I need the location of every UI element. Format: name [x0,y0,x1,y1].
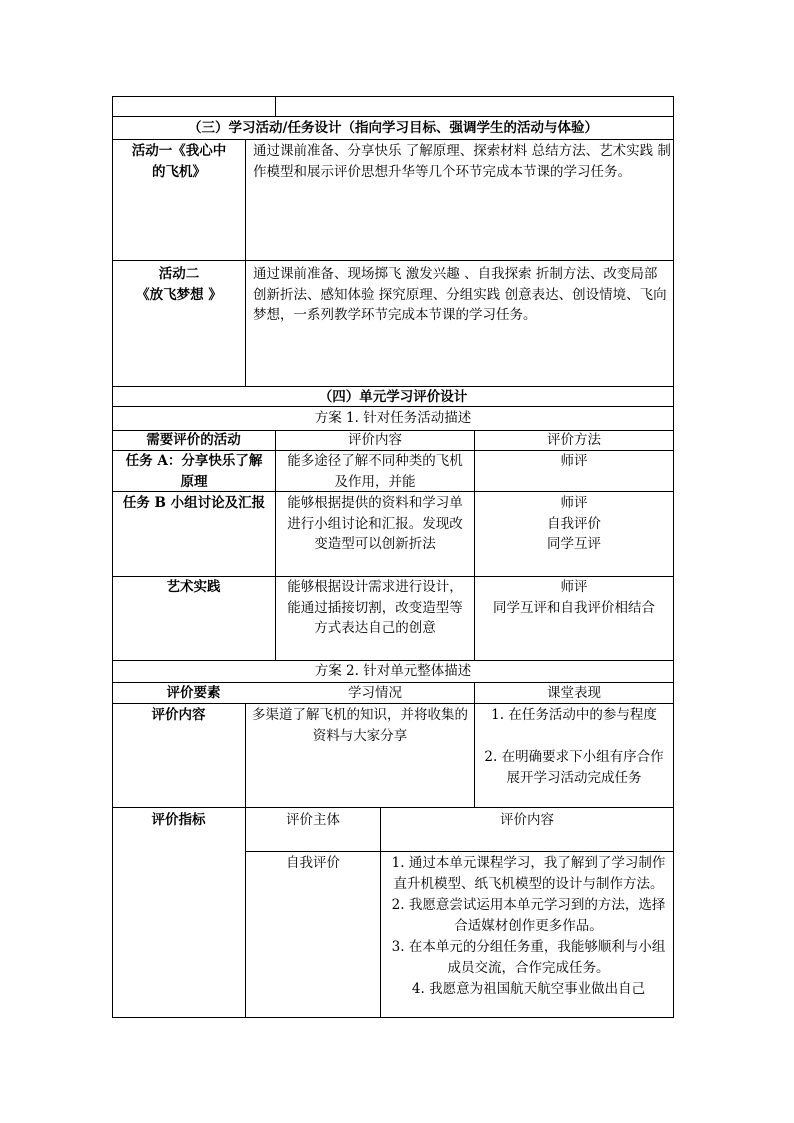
plan1-row-content: 能够根据提供的资料和学习单进行小组讨论和汇报。发现改变造型可以创新折法 [287,495,463,552]
plan2-criteria-list [385,853,672,1001]
rule [245,139,246,387]
plan1-row-method: 师评 自我评价 同学互评 [547,495,601,552]
plan2-subject-header: 评价主体 [286,812,340,828]
rule [380,807,381,1018]
plan1-row-method: 师评 [560,453,588,469]
section4-title: （四）单元学习评价设计 [318,389,468,405]
plan2-title: 方案 2. 针对单元整体描述 [314,663,472,679]
plan1-row-content: 能多途径了解不同种类的飞机及作用，并能 [287,453,463,490]
section3-title: （三）学习活动/任务设计（指向学习目标、强调学生的活动与体验） [188,120,598,136]
plan2-header-learning: 学习情况 [348,685,402,701]
plan1-title: 方案 1. 针对任务活动描述 [314,410,472,426]
plan1-row-activity: 艺术实践 [166,579,221,595]
rule [275,96,276,117]
plan1-row-activity: 任务 A：分享快乐了解原理 [125,453,263,490]
activity2-description: 通过课前准备、现场掷飞 激发兴趣 、自我探索 折制方法、改变局部 创新折法、感知体验 探究原理、分组实践 创意表达、创设情境、飞向梦想，一系列教学环节完成本节课的学习任务。 [253,266,667,323]
rule [112,260,674,261]
plan2-performance-1: 1. 在任务活动中的参与程度 [491,707,657,723]
plan2-performance-2: 2. 在明确要求下小组有序合作展开学习活动完成任务 [484,749,664,786]
rule [112,116,674,117]
activity2-label-line1: 活动二 [158,266,200,282]
activity2-label [114,264,244,305]
rule [275,430,276,661]
plan1-header-content: 评价内容 [348,432,402,448]
list-item: 1. 通过本单元课程学习，我了解到了学习制作直升机模型、纸飞机模型的设计与制作方法。 [391,855,666,892]
list-item: 4. 我愿意为祖国航天航空事业做出自己 [411,981,646,997]
rule [112,139,674,140]
plan1-row-method: 师评 同学互评和自我评价相结合 [493,579,655,616]
plan1-header-method: 评价方法 [547,432,601,448]
plan2-content-label: 评价内容 [151,707,206,723]
plan2-header-element: 评价要素 [166,685,221,701]
plan1-row-content: 能够根据设计需求进行设计，能通过插接切割，改变造型等方式表达自己的创意 [287,579,463,636]
plan2-subject-self: 自我评价 [286,855,340,871]
plan2-learning-text: 多渠道了解飞机的知识，并将收集的资料与大家分享 [252,707,468,744]
rule [245,851,674,852]
plan2-indicator-label: 评价指标 [151,812,206,828]
rule [112,96,113,1018]
plan1-header-activity: 需要评价的活动 [146,432,241,448]
rule [112,1017,674,1018]
list-item: 3. 在本单元的分组任务重，我能够顺利与小组成员交流，合作完成任务。 [391,939,666,976]
rule [112,807,674,808]
list-item: 2. 我愿意尝试运用本单元学习到的方法，选择合适媒材创作更多作品。 [391,897,666,934]
plan2-criteria-header: 评价内容 [500,812,554,828]
activity1-label-line1: 活动一《我心中 [131,143,227,159]
activity2-label-line2: 《放飞梦想 》 [136,286,222,303]
activity1-description: 通过课前准备、分享快乐 了解原理、探索材料 总结方法、艺术实践 制作模型和展示评价思想升华等几个环节完成本节课的学习任务。 [253,143,671,180]
activity1-label [114,141,244,182]
rule [673,96,674,1018]
rule [112,96,674,97]
activity1-label-line2: 的飞机》 [152,163,206,180]
plan1-row-activity: 任务 B 小组讨论及汇报 [122,495,266,511]
plan2-header-performance: 课堂表现 [547,685,601,701]
